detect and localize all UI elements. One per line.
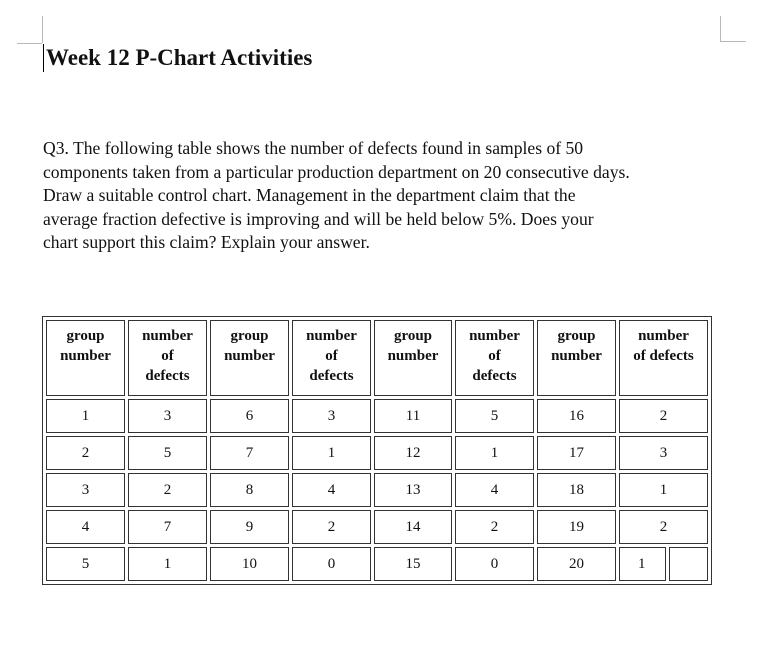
table-cell[interactable]: 1	[455, 436, 534, 470]
crop-mark-top-left-vertical	[42, 16, 43, 43]
crop-mark-top-left-horizontal	[17, 43, 42, 44]
table-cell[interactable]: 2	[292, 510, 371, 544]
table-cell[interactable]: 18	[537, 473, 616, 507]
crop-mark-top-right-horizontal	[721, 41, 746, 42]
table-row	[46, 547, 708, 581]
table-cell[interactable]: 5	[46, 547, 125, 581]
table-cell[interactable]: 6	[210, 399, 289, 433]
table-row	[46, 510, 708, 544]
question-line: average fraction defective is improving and will be held below 5%. Does your	[43, 208, 594, 229]
question-line: Draw a suitable control chart. Management in the department claim that the	[43, 185, 576, 205]
header-cell-number-of-defects-3[interactable]: number of defects	[455, 320, 534, 396]
table-cell[interactable]: 4	[292, 473, 371, 507]
table-cell[interactable]: 10	[210, 547, 289, 581]
table-cell[interactable]: 7	[128, 510, 207, 544]
table-cell[interactable]: 3	[619, 436, 708, 470]
table-row	[46, 436, 708, 470]
header-cell-group-number-1[interactable]: group number	[46, 320, 125, 396]
table-cell[interactable]: 0	[455, 547, 534, 581]
table-cell[interactable]: 11	[374, 399, 452, 433]
table-cell[interactable]: 1	[292, 436, 371, 470]
table-cell[interactable]: 1	[619, 473, 708, 507]
table-cell[interactable]: 2	[128, 473, 207, 507]
table-cell[interactable]: 4	[455, 473, 534, 507]
table-cell[interactable]: 4	[46, 510, 125, 544]
header-cell-number-of-defects-1[interactable]: number of defects	[128, 320, 207, 396]
table-cell[interactable]: 14	[374, 510, 452, 544]
crop-mark-top-right-vertical	[720, 16, 721, 42]
table-cell[interactable]: 1	[128, 547, 207, 581]
table-cell[interactable]: 3	[128, 399, 207, 433]
table-cell[interactable]: 16	[537, 399, 616, 433]
header-cell-number-of-defects-2[interactable]: number of defects	[292, 320, 371, 396]
header-cell-group-number-4[interactable]: group number	[537, 320, 616, 396]
table-cell[interactable]: 2	[619, 399, 708, 433]
document-title[interactable]: Week 12 P-Chart Activities	[46, 45, 313, 70]
table-row	[46, 399, 708, 433]
table-cell[interactable]: 7	[210, 436, 289, 470]
table-cell[interactable]: 5	[455, 399, 534, 433]
table-cell[interactable]: 19	[537, 510, 616, 544]
empty-table-cell[interactable]	[669, 547, 708, 581]
table-cell[interactable]: 3	[292, 399, 371, 433]
table-cell[interactable]: 2	[619, 510, 708, 544]
table-header-row	[46, 320, 708, 396]
table-cell[interactable]: 2	[455, 510, 534, 544]
table-cell[interactable]: 13	[374, 473, 452, 507]
question-line: Q3. The following table shows the number of defects found in samples of 50	[43, 138, 584, 158]
table-cell[interactable]: 17	[537, 436, 616, 470]
question-paragraph[interactable]	[43, 137, 743, 255]
question-line: components taken from a particular production department on 20 consecutive days.	[43, 161, 630, 182]
defects-table	[42, 316, 712, 585]
table-cell[interactable]: 1	[46, 399, 125, 433]
text-cursor	[43, 44, 44, 72]
table-cell[interactable]: 15	[374, 547, 452, 581]
header-cell-group-number-2[interactable]: group number	[210, 320, 289, 396]
header-cell-number-of-defects-4[interactable]: number of defects	[619, 320, 708, 396]
table-cell[interactable]: 9	[210, 510, 289, 544]
table-row	[46, 473, 708, 507]
table-cell[interactable]: 20	[537, 547, 616, 581]
table-cell[interactable]: 8	[210, 473, 289, 507]
table-cell[interactable]: 3	[46, 473, 125, 507]
table-cell[interactable]: 5	[128, 436, 207, 470]
header-cell-group-number-3[interactable]: group number	[374, 320, 452, 396]
question-line: chart support this claim? Explain your answer.	[43, 232, 370, 252]
table-cell[interactable]: 1	[619, 547, 666, 581]
table-cell[interactable]: 2	[46, 436, 125, 470]
table-cell[interactable]: 0	[292, 547, 371, 581]
table-cell[interactable]: 12	[374, 436, 452, 470]
